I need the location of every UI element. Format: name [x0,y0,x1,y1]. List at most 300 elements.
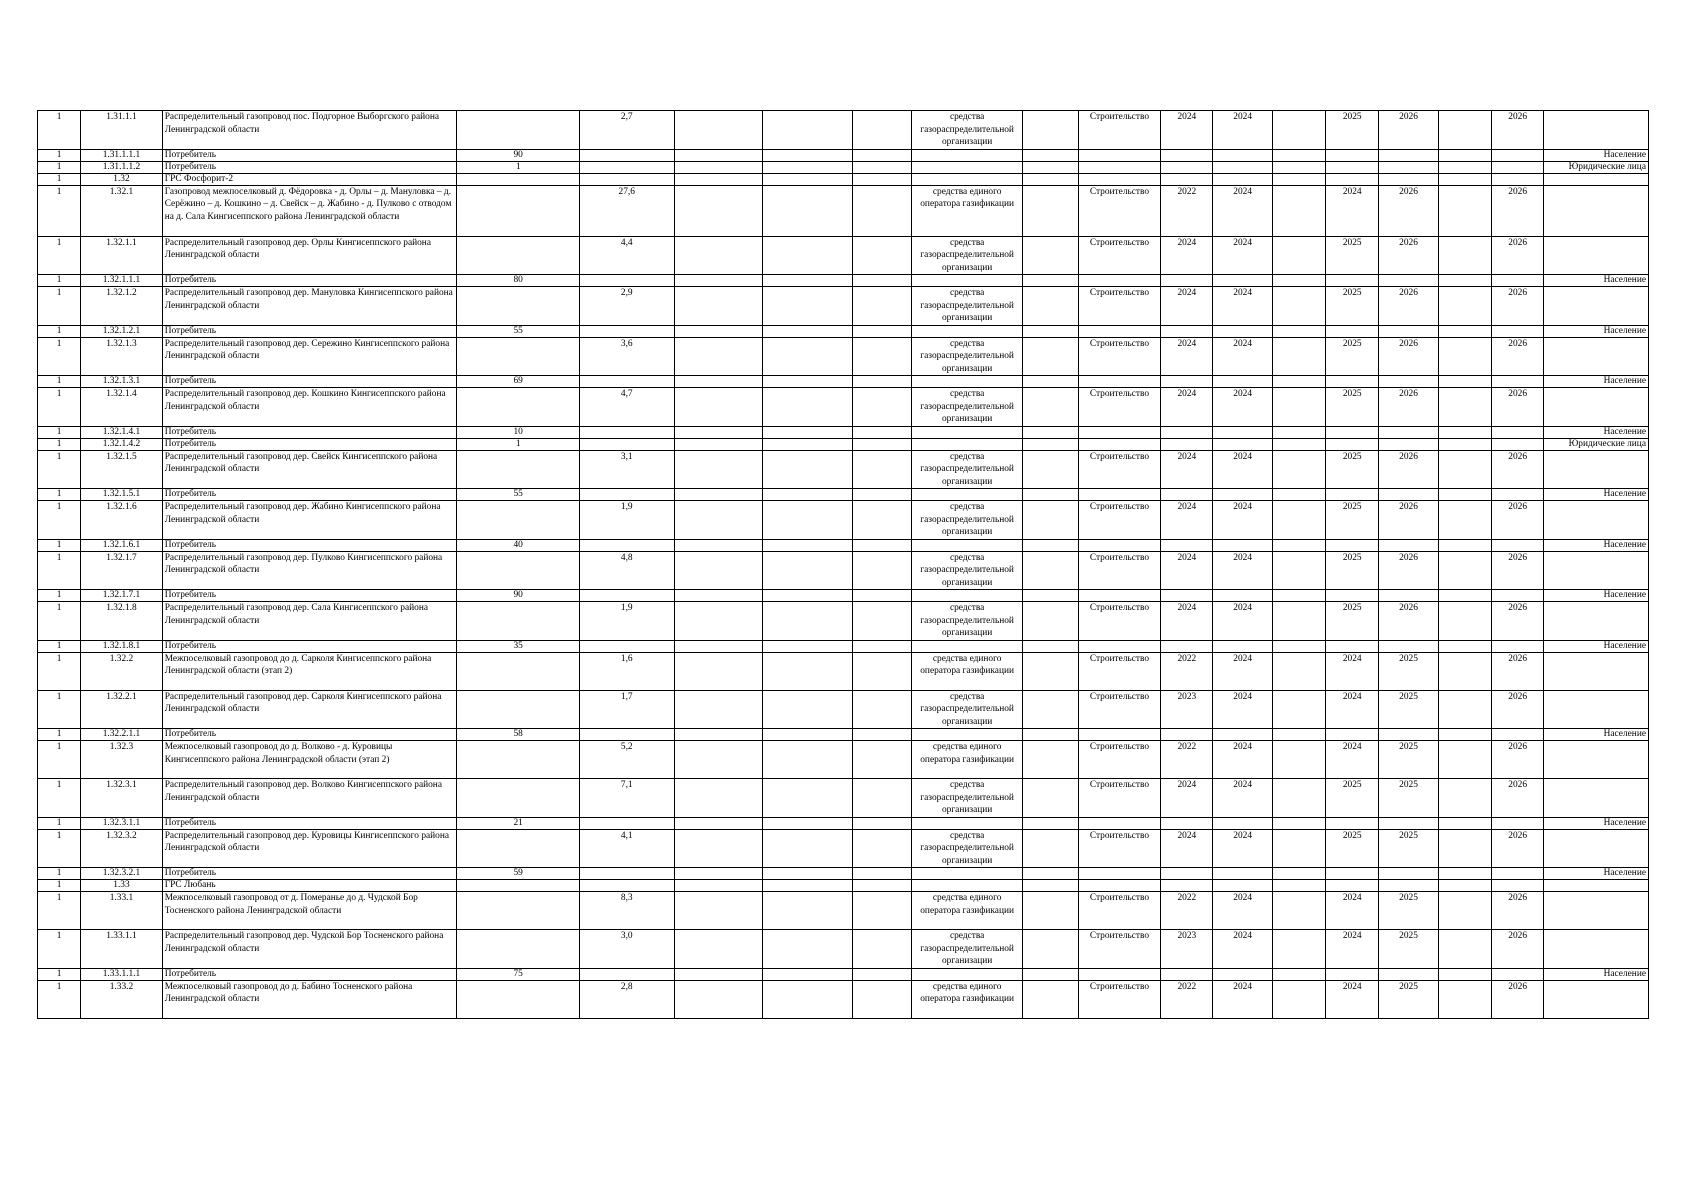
row-number-cell: 1 [38,652,81,690]
empty-cell [1438,337,1491,376]
empty-cell [1272,539,1325,551]
year-start-cell: 2022 [1161,741,1213,779]
empty-cell [763,161,853,173]
year-start-cell [1161,968,1213,980]
empty-cell [674,652,762,690]
year-cell [1213,868,1272,880]
year-cell: 2024 [1213,980,1272,1018]
funding-source-cell [911,729,1023,741]
year-cell: 2024 [1213,287,1272,326]
empty-cell [763,501,853,540]
year-cell [1379,149,1438,161]
empty-cell [763,741,853,779]
empty-cell [852,741,911,779]
object-name-cell: Распределительный газопровод дер. Орлы Кингисеппского района Ленинградской области [162,236,457,275]
row-number-cell: 1 [38,287,81,326]
length-cell: 27,6 [580,185,675,236]
year-cell [1213,161,1272,173]
object-name-cell: Распределительный газопровод дер. Сережино Кингисеппского района Ленинградской области [162,337,457,376]
consumer-category-cell [1544,602,1649,641]
year-cell: 2025 [1326,602,1379,641]
year-cell [1326,590,1379,602]
empty-cell [763,690,853,729]
year-cell: 2025 [1379,690,1438,729]
empty-cell [852,438,911,450]
empty-cell [1272,968,1325,980]
work-type-cell [1078,880,1160,892]
empty-cell [674,980,762,1018]
year-cell [1492,275,1544,287]
year-cell: 2026 [1492,930,1544,969]
work-type-cell: Строительство [1078,690,1160,729]
empty-cell [852,829,911,868]
object-name-cell: ГРС Фосфорит-2 [162,173,457,185]
empty-cell [1272,779,1325,818]
work-type-cell: Строительство [1078,501,1160,540]
row-code-cell: 1.32.3.2.1 [81,868,162,880]
year-cell: 2026 [1492,980,1544,1018]
empty-cell [852,551,911,590]
consumer-category-cell: Юридические лица [1544,438,1649,450]
year-cell: 2024 [1213,652,1272,690]
empty-cell [1023,426,1078,438]
empty-cell [674,817,762,829]
empty-cell [1023,602,1078,641]
empty-cell [674,551,762,590]
row-number-cell: 1 [38,729,81,741]
empty-cell [1272,149,1325,161]
row-number-cell: 1 [38,376,81,388]
year-cell [1326,426,1379,438]
empty-cell [674,325,762,337]
consumer-category-cell [1544,930,1649,969]
consumer-count-cell: 21 [457,817,580,829]
empty-cell [1272,236,1325,275]
year-cell: 2024 [1326,980,1379,1018]
row-code-cell: 1.33.1.1.1 [81,968,162,980]
work-type-cell: Строительство [1078,829,1160,868]
row-code-cell: 1.32.1.1 [81,236,162,275]
funding-source-cell: средства газораспределительной организации [911,450,1023,489]
row-code-cell: 1.32.1.6.1 [81,539,162,551]
empty-cell [674,236,762,275]
work-type-cell: Строительство [1078,287,1160,326]
year-cell: 2024 [1213,829,1272,868]
empty-cell [1438,829,1491,868]
year-cell [1213,539,1272,551]
table-row [38,161,1649,173]
year-cell: 2025 [1326,829,1379,868]
year-cell [1326,729,1379,741]
consumer-category-cell [1544,551,1649,590]
funding-source-cell: средства газораспределительной организации [911,551,1023,590]
year-cell: 2026 [1379,450,1438,489]
year-cell: 2026 [1492,450,1544,489]
year-start-cell [1161,817,1213,829]
year-cell [1213,489,1272,501]
table-row [38,729,1649,741]
table-row [38,438,1649,450]
year-cell [1492,149,1544,161]
empty-cell [674,287,762,326]
consumer-category-cell [1544,388,1649,427]
year-start-cell [1161,161,1213,173]
row-code-cell: 1.32.2.1 [81,690,162,729]
empty-cell [1272,880,1325,892]
empty-cell [1023,149,1078,161]
empty-cell [1272,173,1325,185]
empty-cell [1438,161,1491,173]
row-number-cell: 1 [38,236,81,275]
work-type-cell [1078,275,1160,287]
row-number-cell: 1 [38,930,81,969]
year-cell: 2026 [1492,892,1544,930]
year-cell: 2025 [1379,779,1438,818]
object-name-cell: Потребитель [162,817,457,829]
work-type-cell: Строительство [1078,185,1160,236]
empty-cell [852,173,911,185]
consumer-category-cell: Население [1544,426,1649,438]
consumer-category-cell [1544,880,1649,892]
row-code-cell: 1.31.1.1 [81,111,162,150]
row-code-cell: 1.31.1.1.1 [81,149,162,161]
funding-source-cell [911,149,1023,161]
consumer-count-cell [457,450,580,489]
length-cell: 3,6 [580,337,675,376]
object-name-cell: Потребитель [162,729,457,741]
consumer-category-cell [1544,501,1649,540]
consumer-count-cell: 90 [457,590,580,602]
empty-cell [674,892,762,930]
empty-cell [1272,275,1325,287]
consumer-count-cell: 10 [457,426,580,438]
table-row [38,325,1649,337]
empty-cell [763,652,853,690]
empty-cell [763,880,853,892]
object-name-cell: Потребитель [162,590,457,602]
row-code-cell: 1.32.1.5 [81,450,162,489]
work-type-cell: Строительство [1078,652,1160,690]
empty-cell [1023,817,1078,829]
empty-cell [674,868,762,880]
year-start-cell: 2024 [1161,111,1213,150]
length-cell [580,539,675,551]
table-row [38,275,1649,287]
empty-cell [1438,590,1491,602]
length-cell [580,880,675,892]
year-start-cell [1161,868,1213,880]
empty-cell [852,652,911,690]
empty-cell [674,640,762,652]
year-cell [1379,161,1438,173]
object-name-cell: Потребитель [162,426,457,438]
year-cell: 2024 [1326,930,1379,969]
work-type-cell: Строительство [1078,111,1160,150]
row-number-cell: 1 [38,450,81,489]
year-start-cell: 2024 [1161,551,1213,590]
empty-cell [1438,868,1491,880]
table-row [38,892,1649,930]
funding-source-cell [911,590,1023,602]
table-row [38,968,1649,980]
consumer-category-cell [1544,111,1649,150]
year-cell [1213,438,1272,450]
length-cell [580,325,675,337]
year-start-cell [1161,590,1213,602]
year-cell: 2025 [1379,741,1438,779]
empty-cell [763,173,853,185]
year-cell [1213,590,1272,602]
table-row [38,501,1649,540]
length-cell [580,376,675,388]
consumer-count-cell: 1 [457,438,580,450]
year-cell: 2026 [1379,111,1438,150]
table-row [38,539,1649,551]
empty-cell [852,980,911,1018]
year-cell [1492,590,1544,602]
year-cell: 2024 [1213,930,1272,969]
gasification-table [37,110,1649,1019]
empty-cell [1438,690,1491,729]
object-name-cell: Потребитель [162,376,457,388]
year-cell [1379,539,1438,551]
year-cell [1213,149,1272,161]
empty-cell [1023,729,1078,741]
empty-cell [1438,426,1491,438]
year-cell: 2024 [1326,652,1379,690]
length-cell: 1,7 [580,690,675,729]
empty-cell [674,489,762,501]
empty-cell [1023,868,1078,880]
table-row [38,551,1649,590]
table-row [38,185,1649,236]
length-cell: 1,6 [580,652,675,690]
row-code-cell: 1.32 [81,173,162,185]
table-row [38,236,1649,275]
empty-cell [852,275,911,287]
empty-cell [763,551,853,590]
empty-cell [763,968,853,980]
length-cell: 1,9 [580,602,675,641]
year-cell: 2025 [1326,388,1379,427]
empty-cell [1272,287,1325,326]
work-type-cell [1078,376,1160,388]
empty-cell [852,450,911,489]
consumer-count-cell: 55 [457,489,580,501]
consumer-count-cell [457,980,580,1018]
year-cell: 2024 [1213,111,1272,150]
year-cell: 2026 [1379,337,1438,376]
year-cell [1492,880,1544,892]
consumer-count-cell: 55 [457,325,580,337]
empty-cell [1023,880,1078,892]
year-cell [1492,325,1544,337]
empty-cell [852,590,911,602]
empty-cell [1023,690,1078,729]
empty-cell [1023,185,1078,236]
funding-source-cell [911,817,1023,829]
empty-cell [1438,388,1491,427]
empty-cell [763,149,853,161]
empty-cell [1023,741,1078,779]
year-start-cell: 2024 [1161,602,1213,641]
consumer-category-cell: Население [1544,590,1649,602]
consumer-count-cell [457,779,580,818]
work-type-cell [1078,539,1160,551]
empty-cell [763,287,853,326]
year-cell [1492,968,1544,980]
table-row [38,690,1649,729]
funding-source-cell [911,376,1023,388]
year-start-cell: 2023 [1161,690,1213,729]
funding-source-cell [911,640,1023,652]
consumer-category-cell: Население [1544,868,1649,880]
empty-cell [1438,149,1491,161]
year-cell: 2024 [1213,450,1272,489]
funding-source-cell [911,275,1023,287]
empty-cell [1438,376,1491,388]
empty-cell [1272,551,1325,590]
work-type-cell [1078,489,1160,501]
row-code-cell: 1.32.1.5.1 [81,489,162,501]
year-cell [1379,325,1438,337]
length-cell [580,817,675,829]
empty-cell [674,829,762,868]
empty-cell [1438,980,1491,1018]
empty-cell [852,779,911,818]
empty-cell [1023,173,1078,185]
empty-cell [852,602,911,641]
length-cell [580,489,675,501]
row-code-cell: 1.33.2 [81,980,162,1018]
empty-cell [674,388,762,427]
year-cell [1379,968,1438,980]
length-cell: 1,9 [580,501,675,540]
object-name-cell: Потребитель [162,539,457,551]
row-code-cell: 1.32.3 [81,741,162,779]
consumer-category-cell: Население [1544,376,1649,388]
row-code-cell: 1.32.3.2 [81,829,162,868]
funding-source-cell [911,489,1023,501]
year-cell: 2026 [1492,829,1544,868]
empty-cell [1272,438,1325,450]
year-cell [1326,489,1379,501]
work-type-cell [1078,149,1160,161]
year-start-cell: 2024 [1161,450,1213,489]
year-cell [1379,173,1438,185]
year-cell: 2025 [1326,111,1379,150]
year-cell: 2025 [1326,779,1379,818]
object-name-cell: Потребитель [162,149,457,161]
year-cell [1492,161,1544,173]
empty-cell [852,236,911,275]
funding-source-cell [911,968,1023,980]
empty-cell [1272,185,1325,236]
row-code-cell: 1.32.1.8.1 [81,640,162,652]
funding-source-cell: средства единого оператора газификации [911,892,1023,930]
year-cell [1379,729,1438,741]
empty-cell [1438,173,1491,185]
length-cell [580,161,675,173]
empty-cell [852,690,911,729]
year-cell: 2026 [1492,690,1544,729]
consumer-category-cell [1544,741,1649,779]
work-type-cell: Строительство [1078,779,1160,818]
empty-cell [674,741,762,779]
empty-cell [1438,438,1491,450]
year-start-cell: 2024 [1161,337,1213,376]
empty-cell [674,880,762,892]
empty-cell [763,325,853,337]
table-row [38,741,1649,779]
consumer-count-cell [457,602,580,641]
year-start-cell: 2023 [1161,930,1213,969]
empty-cell [763,602,853,641]
year-cell [1326,149,1379,161]
work-type-cell: Строительство [1078,236,1160,275]
table-row [38,337,1649,376]
work-type-cell: Строительство [1078,551,1160,590]
year-start-cell: 2024 [1161,779,1213,818]
row-number-cell: 1 [38,337,81,376]
empty-cell [674,729,762,741]
length-cell: 7,1 [580,779,675,818]
row-code-cell: 1.32.3.1 [81,779,162,818]
row-number-cell: 1 [38,275,81,287]
year-cell [1213,640,1272,652]
year-cell: 2025 [1379,980,1438,1018]
year-cell [1492,640,1544,652]
empty-cell [674,968,762,980]
empty-cell [1023,388,1078,427]
empty-cell [1438,551,1491,590]
row-code-cell: 1.32.1.6 [81,501,162,540]
year-cell: 2026 [1492,185,1544,236]
empty-cell [1272,426,1325,438]
year-cell: 2025 [1379,930,1438,969]
row-code-cell: 1.32.1.3.1 [81,376,162,388]
empty-cell [674,111,762,150]
year-cell: 2025 [1326,337,1379,376]
year-cell [1326,968,1379,980]
table-row [38,489,1649,501]
empty-cell [1272,829,1325,868]
year-cell [1379,426,1438,438]
empty-cell [852,968,911,980]
consumer-count-cell [457,111,580,150]
consumer-category-cell: Население [1544,489,1649,501]
year-cell: 2024 [1213,185,1272,236]
table-row [38,930,1649,969]
length-cell [580,426,675,438]
empty-cell [1023,590,1078,602]
consumer-count-cell: 90 [457,149,580,161]
year-cell [1326,161,1379,173]
consumer-category-cell [1544,173,1649,185]
consumer-count-cell: 80 [457,275,580,287]
year-cell: 2024 [1213,337,1272,376]
year-cell: 2024 [1213,551,1272,590]
row-number-cell: 1 [38,980,81,1018]
row-code-cell: 1.33 [81,880,162,892]
consumer-category-cell [1544,337,1649,376]
row-number-cell: 1 [38,489,81,501]
row-number-cell: 1 [38,426,81,438]
work-type-cell [1078,968,1160,980]
empty-cell [1438,236,1491,275]
year-start-cell [1161,173,1213,185]
consumer-count-cell [457,930,580,969]
